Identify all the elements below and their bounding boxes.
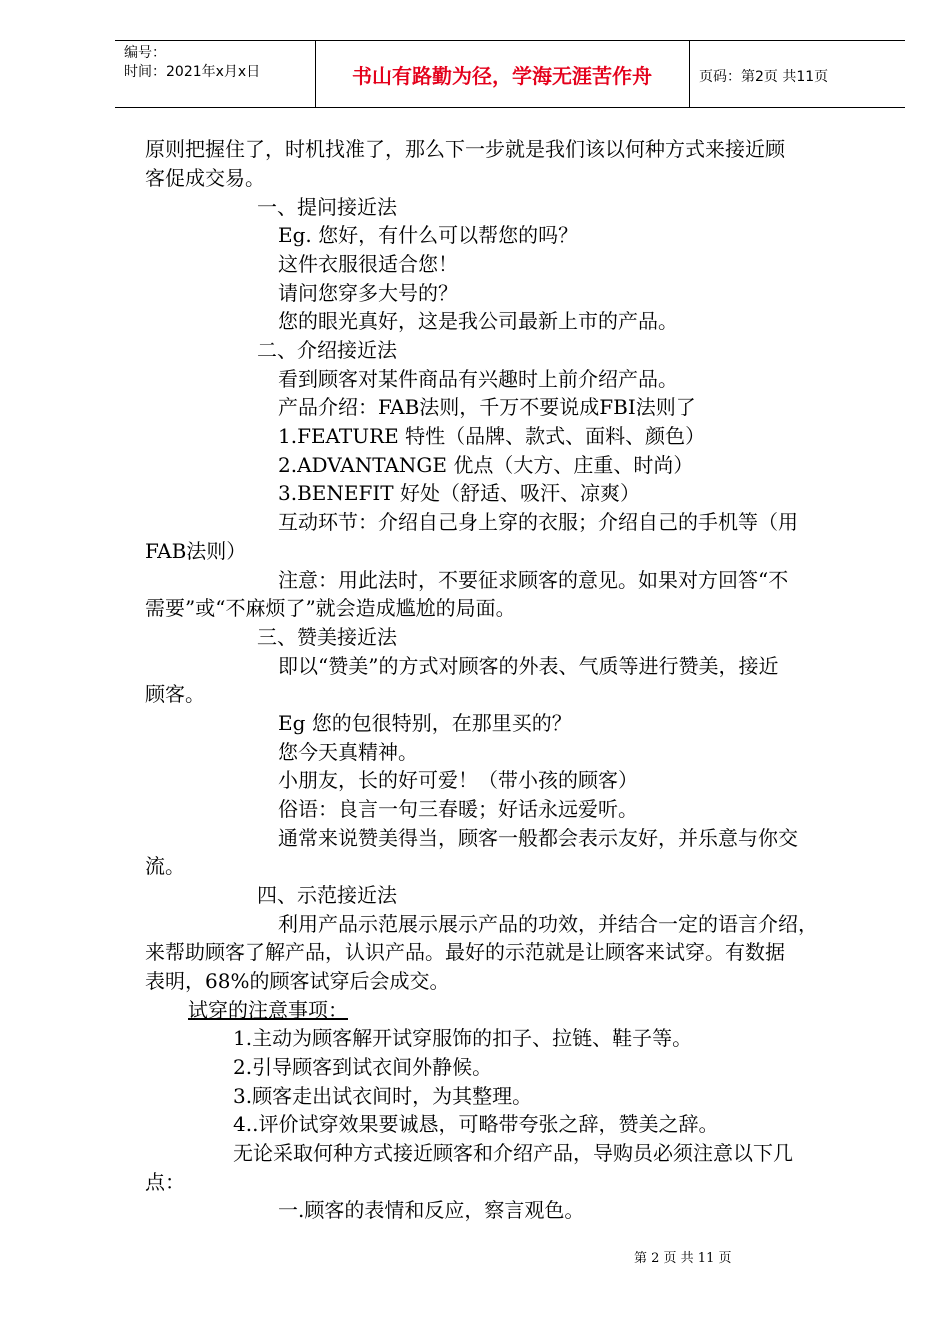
text-line: 看到顾客对某件商品有兴趣时上前介绍产品。 [278, 367, 678, 391]
text-line: 来帮助顾客了解产品，认识产品。最好的示范就是让顾客来试穿。有数据 [145, 940, 785, 964]
text-line: 俗语：良言一句三春暖；好话永远爱听。 [278, 797, 638, 821]
text-line: 表明，68%的顾客试穿后会成交。 [145, 969, 450, 993]
text-line: 顾客。 [145, 682, 205, 706]
page-footer: 第 2 页 共 11 页 [634, 1251, 732, 1266]
list-item: 3.顾客走出试衣间时，为其整理。 [233, 1084, 533, 1108]
text-line: 无论采取何种方式接近顾客和介绍产品，导购员必须注意以下几 [233, 1141, 793, 1165]
header-meta-cell [115, 41, 316, 107]
time-label: 时间：2021年x月x日 [124, 64, 261, 80]
text-line: 需要”或“不麻烦了”就会造成尴尬的局面。 [145, 596, 516, 620]
text-line: 即以“赞美”的方式对顾客的外表、气质等进行赞美，接近 [278, 654, 779, 678]
text-line: 您的眼光真好，这是我公司最新上市的产品。 [278, 309, 678, 333]
list-item: 4..评价试穿效果要诚恳，可略带夸张之辞，赞美之辞。 [233, 1112, 719, 1136]
section-heading: 一、提问接近法 [257, 195, 397, 219]
text-line: 小朋友，长的好可爱！（带小孩的顾客） [278, 768, 638, 792]
text-line: 1.FEATURE 特性（品牌、款式、面料、颜色） [278, 424, 706, 448]
text-line: 通常来说赞美得当，顾客一般都会表示友好，并乐意与你交 [278, 826, 798, 850]
section-heading: 四、示范接近法 [257, 883, 397, 907]
text-line: 互动环节：介绍自己身上穿的衣服；介绍自己的手机等（用 [278, 510, 798, 534]
page-header [115, 40, 905, 108]
number-label: 编号： [124, 45, 166, 61]
text-line: 原则把握住了，时机找准了，那么下一步就是我们该以何种方式来接近顾 [145, 137, 785, 161]
text-line: 流。 [145, 854, 185, 878]
text-line: Eg 您的包很特别，在那里买的？ [278, 711, 572, 735]
text-line: 点： [145, 1170, 185, 1194]
text-line: 一.顾客的表情和反应，察言观色。 [278, 1198, 585, 1222]
header-motto-cell [315, 41, 690, 107]
motto: 书山有路勤为径，学海无涯苦作舟 [352, 64, 652, 88]
header-page-cell [690, 41, 905, 107]
list-item: 2.引导顾客到试衣间外静候。 [233, 1055, 493, 1079]
section-heading: 三、赞美接近法 [257, 625, 397, 649]
text-line: 利用产品示范展示展示产品的功效，并结合一定的语言介绍， [278, 912, 818, 936]
page-label: 页码：第2页 共11页 [699, 69, 829, 85]
text-line: 产品介绍：FAB法则，千万不要说成FBI法则了 [278, 395, 696, 419]
text-line: FAB法则） [145, 539, 247, 563]
text-line: 2.ADVANTANGE 优点（大方、庄重、时尚） [278, 453, 694, 477]
text-line: 您今天真精神。 [278, 740, 418, 764]
text-line: 3.BENEFIT 好处（舒适、吸汗、凉爽） [278, 481, 640, 505]
text-line: 客促成交易。 [145, 166, 265, 190]
text-line: 这件衣服很适合您！ [278, 252, 458, 276]
subheading-underlined: 试穿的注意事项： [188, 998, 348, 1022]
text-line: Eg. 您好，有什么可以帮您的吗？ [278, 223, 579, 247]
list-item: 1.主动为顾客解开试穿服饰的扣子、拉链、鞋子等。 [233, 1026, 693, 1050]
section-heading: 二、介绍接近法 [257, 338, 397, 362]
text-line: 请问您穿多大号的？ [278, 281, 458, 305]
text-line: 注意：用此法时，不要征求顾客的意见。如果对方回答“不 [278, 568, 789, 592]
